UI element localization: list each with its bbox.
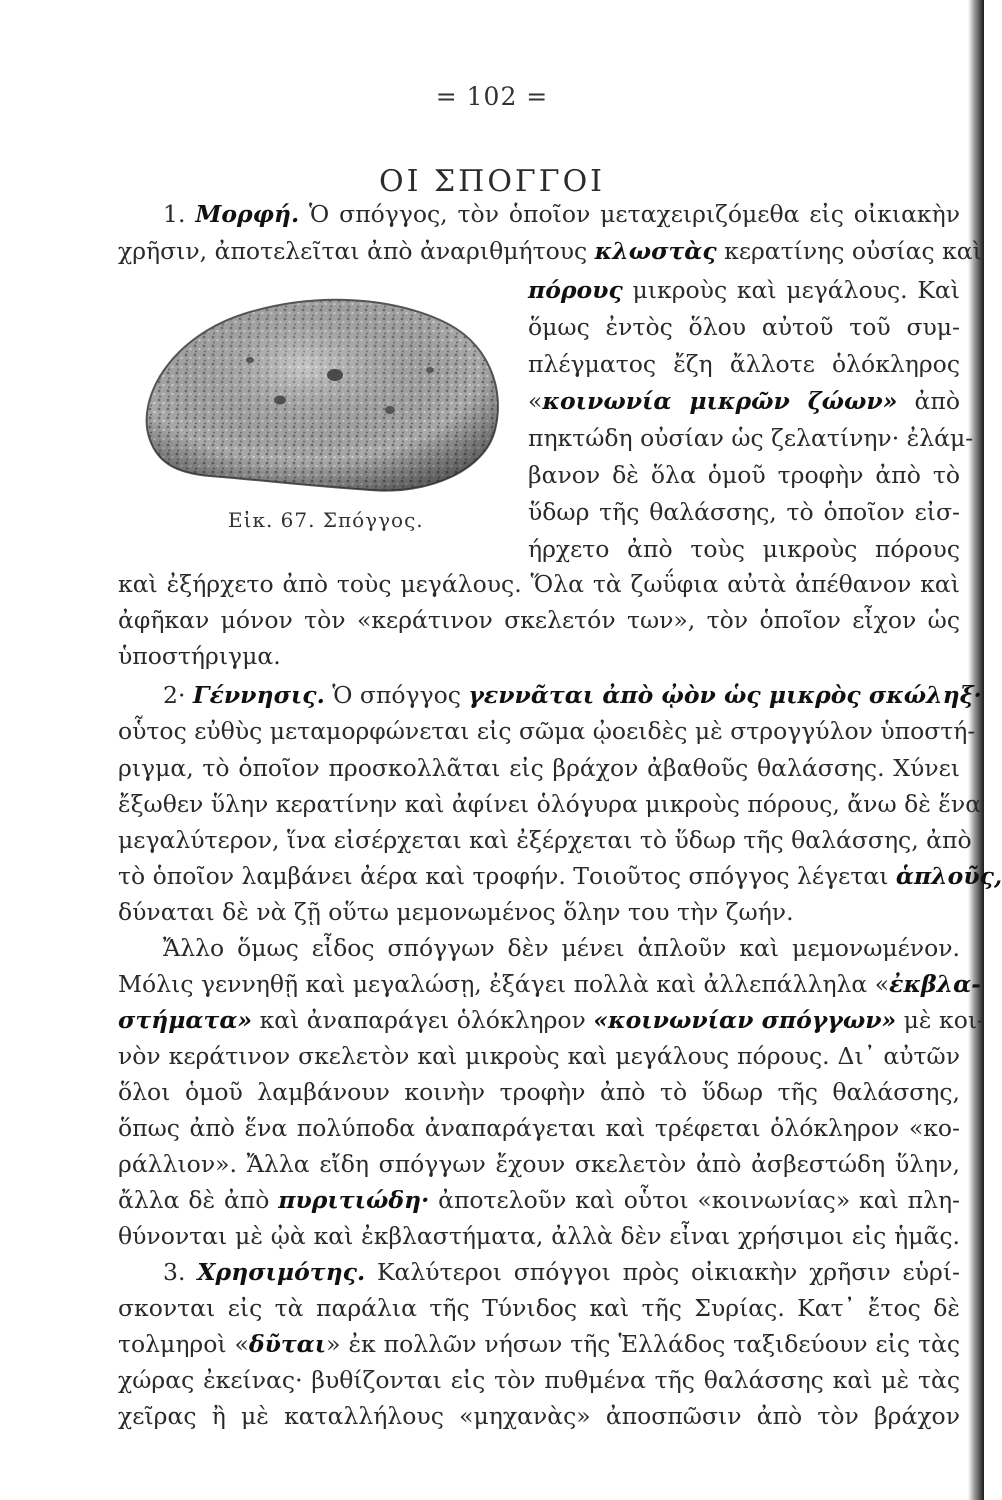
text-run: 3. (163, 1258, 198, 1286)
text-line (528, 457, 960, 493)
text-run: ἀπὸ (897, 387, 961, 415)
text-run: μὲ κοι- (896, 1006, 986, 1034)
text-run: Μόλις γεννηθῇ καὶ μεγαλώσῃ, ἐξάγει πολλὰ καὶ ἀλλεπάλληλα « (118, 970, 890, 998)
text-run: πηκτώδη οὐσίαν ὡς ζελατίνην· ἐλάμ- (528, 424, 974, 452)
text-run: χρῆσιν, ἀποτελεῖται ἀπὸ ἀναριθμήτους (118, 237, 595, 265)
text-run: Ὁ σπόγγος (324, 681, 469, 709)
text-line (528, 494, 960, 530)
text-line (118, 894, 960, 930)
bold-term: στήματα» (118, 1006, 253, 1034)
bold-term: κλωστὰς (594, 237, 717, 265)
text-run: ὑποστήριγμα. (118, 642, 281, 670)
text-run: ὅμως ἐντὸς ὅλου αὐτοῦ τοῦ συμ- (528, 313, 960, 341)
text-line (118, 1146, 960, 1182)
bold-term: Γέννησις. (192, 681, 325, 709)
text-line (118, 1038, 960, 1074)
text-run: οὗτος εὐθὺς μεταμορφώνεται εἰς σῶμα ᾠοειδὲς μὲ στρογγύλον ὑποστή- (118, 717, 976, 745)
text-line (118, 1326, 960, 1362)
text-run: » ἐκ πολλῶν νήσων τῆς Ἑλλάδος ταξιδεύουν εἰς τὰς (326, 1330, 961, 1358)
text-line (118, 1002, 986, 1038)
text-line (118, 1074, 960, 1110)
text-run: ὅπως ἀπὸ ἕνα πολύποδα ἀναπαράγεται καὶ τρέφεται ὁλόκληρον «κο- (118, 1114, 960, 1142)
text-run: σκονται εἰς τὰ παράλια τῆς Τύνιδος καὶ τῆς Συρίας. Κατ᾽ ἔτος δὲ (118, 1294, 960, 1322)
text-line (118, 1110, 960, 1146)
text-line (118, 1182, 960, 1218)
bold-term: πόρους (528, 276, 623, 304)
text-line (118, 750, 960, 786)
text-run: μικροὺς καὶ μεγάλους. Καὶ (622, 276, 960, 304)
page-number: = 102 = (435, 82, 549, 111)
sponge-illustration (130, 290, 510, 500)
text-line (163, 196, 960, 232)
text-line (118, 786, 982, 822)
sponge-icon (130, 290, 510, 500)
bold-term: ἁπλοῦς, (895, 862, 1002, 890)
text-run: ράλλιον». Ἄλλα εἴδη σπόγγων ἔχουν σκελετὸν ἀπὸ ἀσβεστώδη ὕλην, (118, 1150, 960, 1178)
text-line (163, 1254, 960, 1290)
text-line (528, 346, 960, 382)
bold-term: «κοινωνίαν σπόγγων» (593, 1006, 897, 1034)
text-run: βανον δὲ ὅλα ὁμοῦ τροφὴν ἀπὸ τὸ (528, 461, 960, 489)
text-line (528, 383, 960, 419)
text-run: ἄλλα δὲ ἀπὸ (118, 1186, 279, 1214)
text-line (118, 822, 972, 858)
text-run: πλέγματος ἔζη ἄλλοτε ὁλόκληρος (528, 350, 960, 378)
text-run: δύναται δὲ νὰ ζῇ οὕτω μεμονωμένος ὅλην του τὴν ζωήν. (118, 898, 794, 926)
bold-term: ἐκβλα- (889, 970, 981, 998)
text-run: Ὁ σπόγγος, τὸν ὁποῖον μεταχειριζόμεθα εἰς οἰκιακὴν (299, 200, 960, 228)
bold-term: Μορφή. (195, 200, 300, 228)
text-run: Ἄλλο ὅμως εἶδος σπόγγων δὲν μένει ἁπλοῦν καὶ μεμονωμένον. (163, 934, 960, 962)
text-line (118, 1290, 960, 1326)
text-run: ὕδωρ τῆς θαλάσσης, τὸ ὁποῖον εἰσ- (528, 498, 960, 526)
text-line (118, 638, 960, 674)
text-run: ἀφῆκαν μόνον τὸν «κεράτινον σκελετόν των», τὸν ὁποῖον εἶχον ὡς (118, 606, 960, 634)
text-line (118, 966, 981, 1002)
text-line (163, 677, 982, 713)
text-line (118, 1398, 960, 1434)
text-run: ἀποτελοῦν καὶ οὗτοι «κοινωνίας» καὶ πλη- (429, 1186, 960, 1214)
text-run: μεγαλύτερον, ἵνα εἰσέρχεται καὶ ἐξέρχεται τὸ ὕδωρ τῆς θαλάσσης, ἀπὸ (118, 826, 972, 854)
text-run: ήρχετο ἀπὸ τοὺς μικροὺς πόρους (528, 535, 960, 563)
text-run: τὸ ὁποῖον λαμβάνει ἀέρα καὶ τροφήν. Τοιοῦτος σπόγγος λέγεται (118, 862, 896, 890)
text-line (528, 531, 960, 567)
text-run: ριγμα, τὸ ὁποῖον προσκολλᾶται εἰς βράχον ἀβαθοῦς θαλάσσης. Χύνει (118, 754, 960, 782)
text-line (163, 930, 960, 966)
text-run: 1. (163, 200, 196, 228)
text-run: καὶ ἐξήρχετο ἀπὸ τοὺς μεγάλους. Ὅλα τὰ ζωΰφια αὐτὰ ἀπέθανον καὶ (118, 570, 960, 598)
text-line (118, 858, 1002, 894)
text-run: τολμηροὶ « (118, 1330, 249, 1358)
text-line (118, 713, 976, 749)
text-run: κερατίνης οὐσίας καὶ (716, 237, 982, 265)
bold-term: κοινωνία μικρῶν ζώων» (542, 387, 898, 415)
text-line (118, 602, 960, 638)
bold-term: πυριτιώδη· (278, 1186, 430, 1214)
text-run: χεῖρας ἢ μὲ καταλλήλους «μηχανὰς» ἀποσπῶσιν ἀπὸ τὸν βράχον (118, 1402, 960, 1430)
text-run: θύνονται μὲ ᾠὰ καὶ ἐκβλαστήματα, ἀλλὰ δὲν εἶναι χρήσιμοι εἰς ἡμᾶς. (118, 1222, 960, 1250)
bold-term: γεννᾶται ἀπὸ ᾠὸν ὡς μικρὸς σκώληξ· (468, 681, 982, 709)
text-run: καὶ ἀναπαράγει ὁλόκληρον (252, 1006, 594, 1034)
text-line (528, 420, 974, 456)
text-line (528, 309, 960, 345)
bold-term: δῦται (248, 1330, 327, 1358)
text-run: « (528, 387, 543, 415)
text-line (118, 233, 982, 269)
text-line (118, 566, 960, 602)
text-run: 2· (163, 681, 193, 709)
scan-edge-shadow (968, 0, 984, 1500)
text-line (528, 272, 960, 308)
chapter-title: ΟΙ ΣΠΟΓΓΟΙ (378, 164, 606, 199)
text-run: Καλύτεροι σπόγγοι πρὸς οἰκιακὴν χρῆσιν εὑρί- (365, 1258, 960, 1286)
text-line (118, 1218, 960, 1254)
text-run: χώρας ἐκείνας· βυθίζονται εἰς τὸν πυθμένα τῆς θαλάσσης καὶ μὲ τὰς (118, 1366, 960, 1394)
bold-term: Χρησιμότης. (197, 1258, 366, 1286)
figure-caption: Εἰκ. 67. Σπόγγος. (228, 508, 424, 532)
text-run: νὸν κεράτινον σκελετὸν καὶ μικροὺς καὶ μεγάλους πόρους. Δι᾽ αὐτῶν (118, 1042, 960, 1070)
text-run: ἔξωθεν ὕλην κερατίνην καὶ ἀφίνει ὁλόγυρα μικροὺς πόρους, ἄνω δὲ ἕνα (118, 790, 982, 818)
text-line (118, 1362, 960, 1398)
text-run: ὅλοι ὁμοῦ λαμβάνουν κοινὴν τροφὴν ἀπὸ τὸ ὕδωρ τῆς θαλάσσης, (118, 1078, 960, 1106)
